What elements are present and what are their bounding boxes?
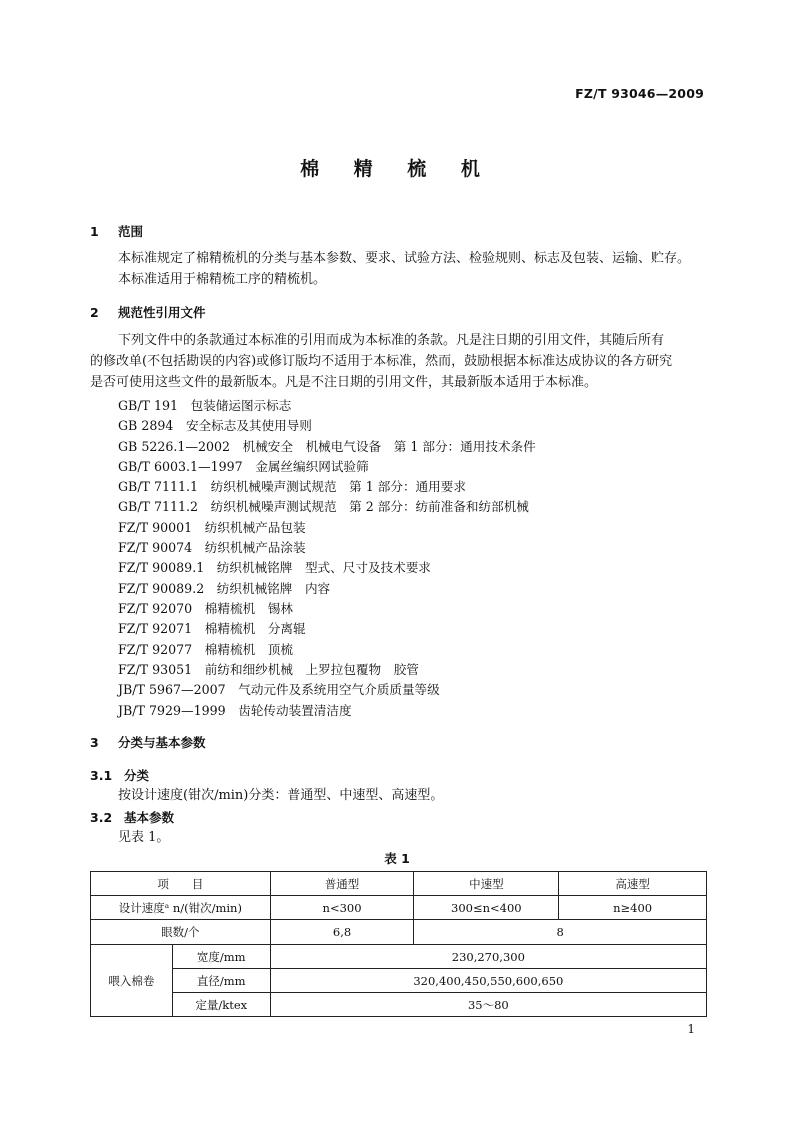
section-number: 3 — [90, 735, 99, 750]
table-cell: 喂入棉卷 — [91, 945, 173, 1017]
reference-item: FZ/T 92071 棉精梳机 分离辊 — [118, 621, 306, 636]
table-cell: n<300 — [270, 896, 414, 920]
reference-item: FZ/T 92077 棉精梳机 顶梳 — [118, 642, 293, 657]
section-title: 规范性引用文件 — [118, 305, 206, 320]
reference-item: GB/T 7111.1 纺织机械噪声测试规范 第 1 部分：通用要求 — [118, 479, 466, 494]
page-number: 1 — [687, 1022, 695, 1036]
parameters-table — [90, 871, 707, 1017]
paragraph: 本标准规定了棉精梳机的分类与基本参数、要求、试验方法、检验规则、标志及包装、运输、贮存。 — [118, 251, 691, 266]
table-cell: 320,400,450,550,600,650 — [270, 969, 706, 993]
section-number: 3.2 — [90, 810, 113, 825]
table-cell: 定量/ktex — [172, 993, 270, 1017]
paragraph: 本标准适用于棉精梳工序的精梳机。 — [118, 272, 327, 287]
table-cell: 宽度/mm — [172, 945, 270, 969]
table-header-row — [91, 872, 707, 896]
reference-item: GB/T 191 包装储运图示标志 — [118, 398, 292, 413]
reference-item: GB 2894 安全标志及其使用导则 — [118, 418, 312, 433]
table-row — [91, 945, 707, 969]
table-cell: n≥400 — [559, 896, 707, 920]
table-cell: 35～80 — [270, 993, 706, 1017]
table-row — [91, 920, 707, 945]
section-number: 1 — [90, 224, 99, 239]
table-cell: 230,270,300 — [270, 945, 706, 969]
reference-item: FZ/T 92070 棉精梳机 锡林 — [118, 601, 293, 616]
reference-item: FZ/T 90001 纺织机械产品包装 — [118, 520, 306, 535]
reference-item: FZ/T 90074 纺织机械产品涂装 — [118, 540, 306, 555]
section-title: 基本参数 — [124, 810, 175, 825]
paragraph: 是否可使用这些文件的最新版本。凡是不注日期的引用文件，其最新版本适用于本标准。 — [90, 375, 598, 390]
table-header-cell: 中速型 — [414, 872, 559, 896]
table-row — [91, 969, 707, 993]
section-title: 范围 — [118, 224, 144, 239]
standard-code: FZ/T 93046—2009 — [575, 86, 704, 101]
section-title: 分类与基本参数 — [118, 735, 206, 750]
table-cell: 300≤n<400 — [414, 896, 559, 920]
paragraph: 按设计速度(钳次/min)分类：普通型、中速型、高速型。 — [118, 788, 444, 803]
subsection-3-1-heading — [90, 766, 149, 784]
section-number: 3.1 — [90, 768, 113, 783]
section-number: 2 — [90, 305, 99, 320]
reference-item: GB/T 6003.1—1997 金属丝编织网试验筛 — [118, 459, 369, 474]
table-cell: 设计速度ᵃ n/(钳次/min) — [91, 896, 271, 920]
table-row — [91, 993, 707, 1017]
table-header-cell: 普通型 — [270, 872, 414, 896]
section-2-heading — [90, 303, 206, 321]
reference-item: GB/T 7111.2 纺织机械噪声测试规范 第 2 部分：纺前准备和纺部机械 — [118, 499, 529, 514]
reference-item: FZ/T 90089.1 纺织机械铭牌 型式、尺寸及技术要求 — [118, 560, 431, 575]
paragraph: 的修改单(不包括勘误的内容)或修订版均不适用于本标准，然而，鼓励根据本标准达成协议的各方研究 — [90, 354, 673, 369]
reference-item: JB/T 5967—2007 气动元件及系统用空气介质质量等级 — [118, 682, 440, 697]
reference-item: JB/T 7929—1999 齿轮传动装置清洁度 — [118, 703, 352, 718]
paragraph: 见表 1。 — [118, 830, 170, 845]
paragraph: 下列文件中的条款通过本标准的引用而成为本标准的条款。凡是注日期的引用文件，其随后所有 — [118, 333, 665, 348]
section-1-heading — [90, 222, 143, 240]
table-cell: 6,8 — [270, 920, 414, 945]
section-title: 分类 — [124, 768, 150, 783]
section-3-heading — [90, 733, 206, 751]
table-cell: 直径/mm — [172, 969, 270, 993]
table-cell: 8 — [414, 920, 707, 945]
table-cell: 眼数/个 — [91, 920, 271, 945]
table-header-cell: 项 目 — [91, 872, 271, 896]
table-row — [91, 896, 707, 920]
table-header-cell: 高速型 — [559, 872, 707, 896]
table-caption: 表 1 — [384, 851, 410, 866]
reference-item: GB 5226.1—2002 机械安全 机械电气设备 第 1 部分：通用技术条件 — [118, 439, 536, 454]
reference-item: FZ/T 90089.2 纺织机械铭牌 内容 — [118, 581, 331, 596]
document-title: 棉 精 梳 机 — [300, 158, 494, 180]
subsection-3-2-heading — [90, 808, 174, 826]
reference-item: FZ/T 93051 前纺和细纱机械 上罗拉包覆物 胶管 — [118, 662, 419, 677]
